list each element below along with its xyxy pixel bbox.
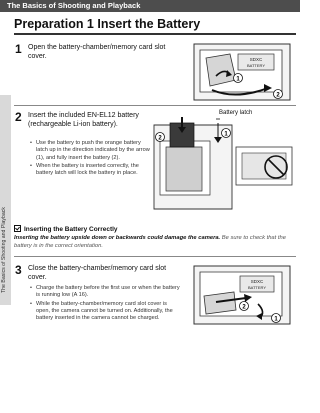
step-1-text: Open the battery-chamber/memory card slot cover. bbox=[28, 44, 166, 60]
step-1-illustration bbox=[186, 40, 296, 102]
step-divider-1 bbox=[14, 105, 296, 106]
svg-text:BATTERY: BATTERY bbox=[246, 63, 266, 68]
section-header-bar bbox=[0, 0, 300, 12]
step-3-illustration bbox=[186, 262, 296, 328]
svg-text:1: 1 bbox=[274, 316, 278, 323]
step-3-bullet-2: • While the battery-chamber/memory card slot cover is open, the camera cannot be turned on. Additionally, the battery inserted in the camera cannot be charged. bbox=[30, 301, 180, 323]
step-3-bullet-1: • Charge the battery before the first use or when the battery is running low (A 16). bbox=[30, 285, 180, 300]
note-body-text: Be sure to check that the battery is in the correct orientation. bbox=[14, 235, 286, 249]
step-2-number: 2 bbox=[15, 110, 22, 124]
step-2-bullets bbox=[30, 140, 150, 178]
svg-text:SDXC: SDXC bbox=[249, 57, 263, 62]
side-tab-label: The Basics of Shooting and Playback bbox=[1, 207, 7, 293]
title-rule bbox=[14, 33, 296, 35]
svg-text:1: 1 bbox=[224, 131, 228, 138]
note-heading-text: Inserting the Battery Correctly bbox=[24, 226, 118, 233]
note-text bbox=[14, 235, 297, 250]
battery-latch-label: Battery latch bbox=[219, 110, 253, 116]
step-2-bullet-2: • When the battery is inserted correctly, the battery latch will lock the battery in place. bbox=[30, 163, 150, 178]
step-2-bullet-1: • Use the battery to push the orange battery latch up in the direction indicated by the arrow (1), and fully insert the battery (2). bbox=[30, 140, 150, 162]
step-1-number: 1 bbox=[15, 42, 22, 56]
step-divider-2 bbox=[14, 256, 296, 257]
section-header-title: The Basics of Shooting and Playback bbox=[7, 1, 141, 10]
note-bold-text: Inserting the battery upside down or backwards could damage the camera. bbox=[14, 235, 221, 241]
svg-text:1: 1 bbox=[236, 76, 240, 83]
page-title: Preparation 1 Insert the Battery bbox=[14, 17, 201, 31]
step-3-number: 3 bbox=[15, 263, 22, 277]
svg-text:BATTERY: BATTERY bbox=[247, 285, 267, 290]
step-2-illustration bbox=[150, 117, 296, 217]
step-2-text: Insert the included EN-EL12 battery (rechargeable Li-ion battery). bbox=[28, 112, 139, 128]
step-3-text: Close the battery-chamber/memory card slot cover. bbox=[28, 265, 167, 281]
caution-icon bbox=[14, 225, 21, 232]
note-heading bbox=[14, 225, 118, 233]
svg-text:2: 2 bbox=[276, 92, 280, 99]
svg-text:SDXC: SDXC bbox=[250, 279, 264, 284]
side-tab bbox=[0, 95, 11, 305]
step-3-bullets bbox=[30, 285, 180, 323]
svg-text:2: 2 bbox=[158, 135, 162, 142]
svg-text:2: 2 bbox=[242, 304, 246, 311]
